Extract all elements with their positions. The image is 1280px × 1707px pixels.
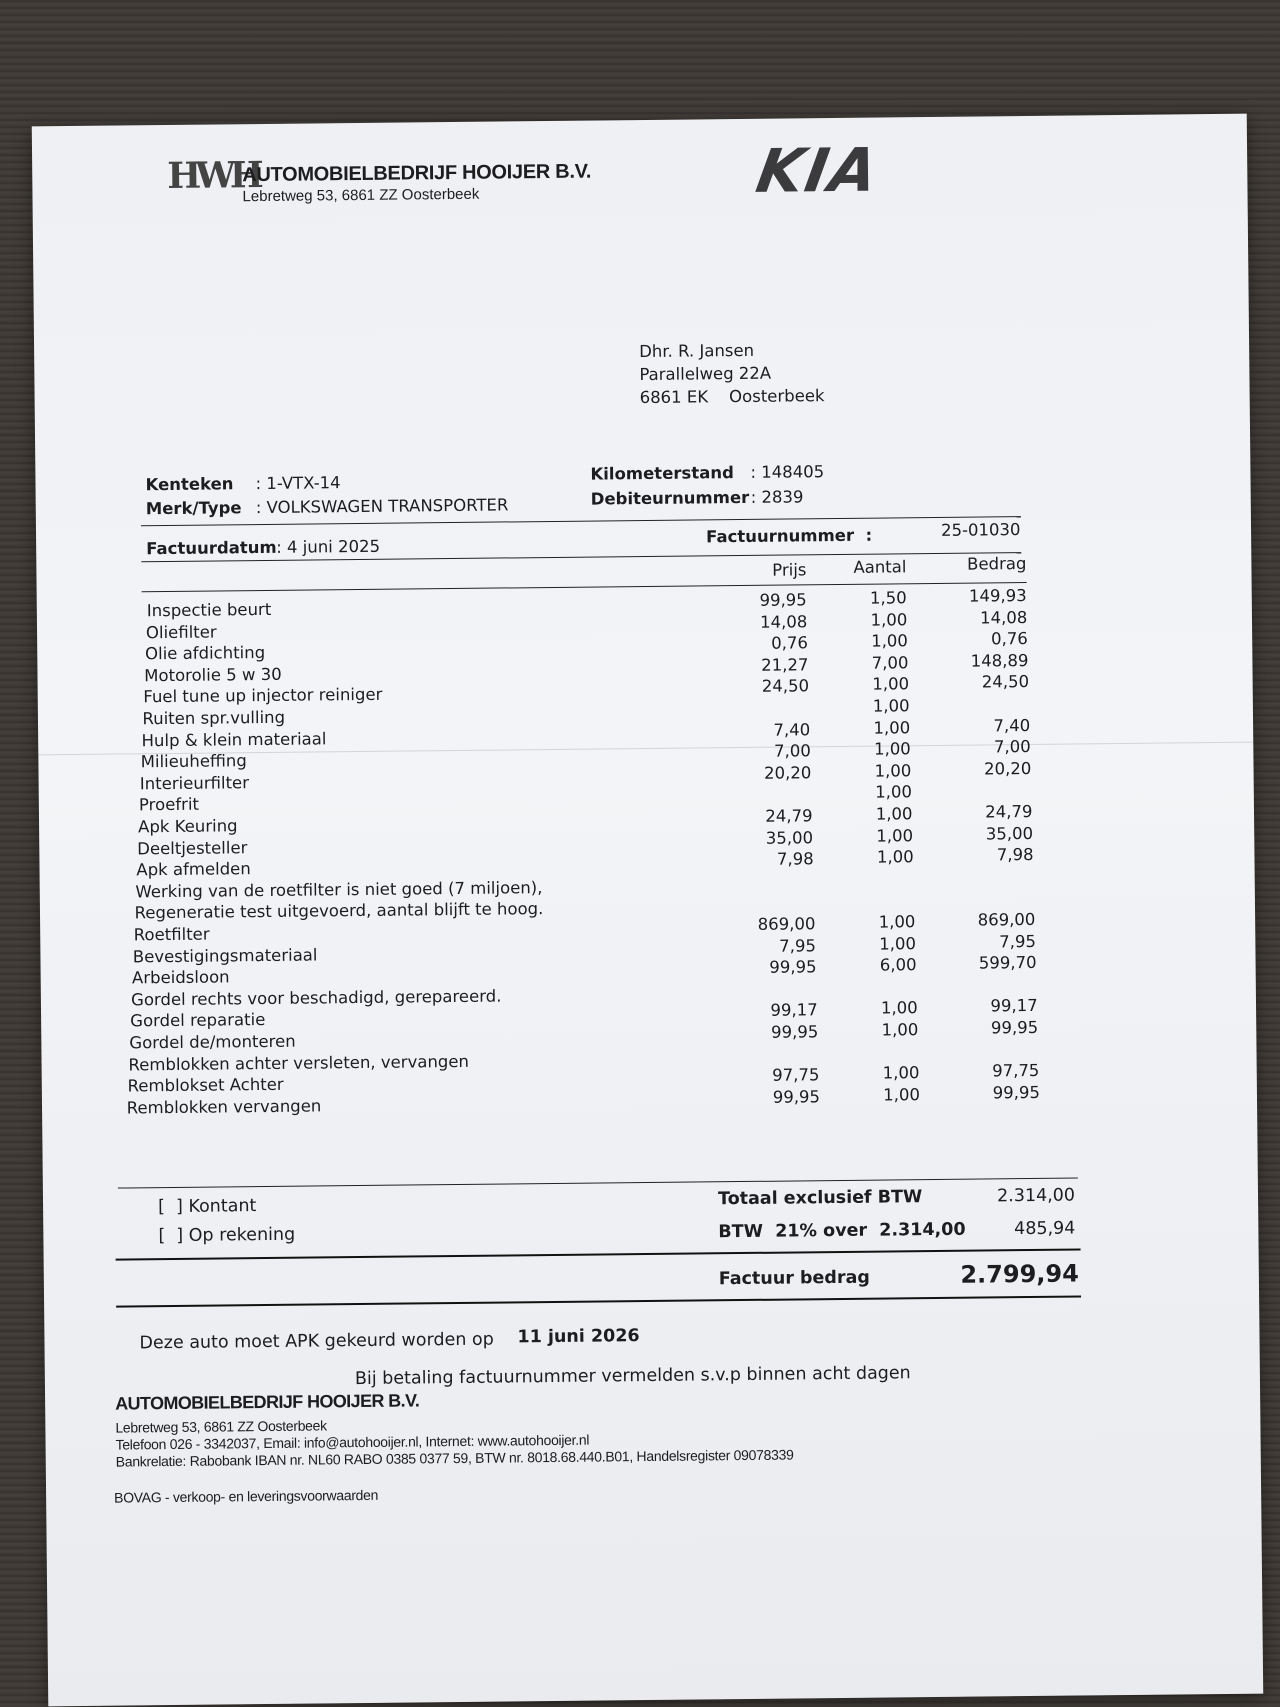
line-aantal: 1,00 [874,761,912,781]
line-description: Bevestigingsmateriaal [132,945,318,966]
line-aantal: 1,00 [873,717,911,738]
footer-company: AUTOMOBIELBEDRIJF HOOIJER B.V. [115,1390,420,1414]
betaling-notice: Bij betaling factuurnummer vermelden s.v.p binnen acht dagen [354,1363,911,1390]
line-description: Remblokset Achter [127,1075,284,1096]
footer-contact: Telefoon 026 - 3342037, Email: info@autohooijer.nl, Internet: www.autohooijer.nl [115,1431,590,1453]
line-bedrag [937,780,1032,781]
line-prijs [732,785,812,786]
line-description: Proefrit [138,795,200,815]
line-bedrag: 7,98 [996,845,1034,865]
line-bedrag: 599,70 [978,953,1037,973]
line-bedrag [939,867,1034,868]
line-description: Interieurfilter [139,772,250,794]
line-aantal [834,869,914,870]
footer-bovag: BOVAG - verkoop- en leveringsvoorwaarden [114,1486,379,1506]
line-aantal: 1,00 [872,696,910,716]
footer-address: Lebretweg 53, 6861 ZZ Oosterbeek [115,1417,327,1436]
factuur-bedrag-label: Factuur bedrag [718,1267,870,1290]
line-prijs: 99,95 [759,590,807,610]
footer-bank: Bankrelatie: Rabobank IBAN nr. NL60 RABO 0385 0377 59, BTW nr. 8018.68.440.B01, Handelsregister 09078339 [115,1446,794,1470]
line-description: Olie afdichting [144,643,266,664]
line-bedrag: 24,79 [985,801,1033,822]
line-bedrag [944,1040,1039,1041]
line-prijs: 20,20 [764,763,812,783]
line-bedrag: 99,95 [992,1082,1041,1103]
line-description: Werking van de roetfilter is niet goed (7 miljoen), [135,877,543,902]
payment-kontant: [ ] Kontant [157,1196,257,1218]
debiteurnummer-value: : 2839 [750,487,804,507]
recipient-street: Parallelweg 22A [639,363,772,385]
line-prijs: 0,76 [771,633,808,653]
divider-bottom [116,1295,1081,1307]
line-prijs [735,893,815,894]
line-description: Gordel reparatie [130,1010,266,1031]
company-address: Lebretweg 53, 6861 ZZ Oosterbeek [242,185,480,206]
line-description: Gordel rechts voor beschadigd, gerepareerd. [130,986,502,1010]
kilometerstand-label: Kilometerstand [590,463,734,484]
line-description: Remblokken vervangen [126,1096,322,1118]
line-bedrag [940,888,1035,889]
line-aantal: 1,00 [876,825,914,846]
divider-top [141,516,1021,526]
line-aantal: 1,00 [882,1063,920,1083]
recipient-city: 6861 EK Oosterbeek [639,386,825,408]
factuur-bedrag-value: 2.799,94 [960,1259,1079,1289]
line-prijs: 7,40 [773,719,811,740]
line-prijs [737,979,817,980]
kilometerstand-value: : 148405 [750,462,825,482]
company-name: AUTOMOBIELBEDRIJF HOOIJER B.V. [242,160,592,187]
line-description: Inspectie beurt [146,599,272,621]
line-prijs: 24,50 [761,676,810,697]
factuurnummer-value: 25-01030 [940,520,1021,540]
line-description: Apk afmelden [136,859,251,880]
column-header-prijs: Prijs [772,560,807,580]
recipient-name: Dhr. R. Jansen [639,340,755,362]
kenteken-value: : 1-VTX-14 [255,473,341,494]
line-aantal [839,1042,919,1043]
line-aantal: 7,00 [871,653,909,673]
line-prijs [734,871,814,872]
line-prijs [730,698,810,699]
kenteken-label: Kenteken [145,474,234,495]
line-prijs: 99,95 [770,1022,819,1042]
line-aantal: 1,00 [878,912,916,932]
totaal-excl-btw-label: Totaal exclusief BTW [717,1187,923,1210]
factuurdatum-value: : 4 juni 2025 [276,536,381,557]
line-bedrag: 24,50 [981,672,1030,692]
line-aantal: 1,00 [880,998,918,1018]
line-bedrag [942,975,1037,976]
line-description: Regeneratie test uitgevoerd, aantal blijft te hoog. [134,899,544,923]
line-description: Gordel de/monteren [129,1031,296,1053]
line-aantal: 1,00 [872,674,910,695]
line-aantal: 1,00 [879,933,917,954]
divider-factuur [116,1248,1081,1260]
line-bedrag: 35,00 [985,823,1034,844]
line-description: Oliefilter [145,622,217,642]
line-prijs: 869,00 [757,914,816,934]
line-prijs: 7,95 [779,935,817,956]
line-aantal: 1,00 [870,609,908,630]
apk-date: 11 juni 2026 [517,1326,640,1348]
merk-type-label: Merk/Type [145,498,242,519]
line-bedrag: 7,00 [993,737,1031,757]
apk-text: Deze auto moet APK gekeurd worden op [139,1329,494,1354]
line-description: Deeltjesteller [137,837,248,858]
line-description: Hulp & klein materiaal [141,728,327,750]
line-description: Apk Keuring [138,816,238,837]
line-bedrag: 99,17 [990,996,1038,1016]
debiteurnummer-label: Debiteurnummer [590,487,750,509]
payment-op-rekening: [ ] Op rekening [158,1224,296,1247]
line-aantal: 1,00 [876,847,914,867]
line-bedrag: 148,89 [970,650,1029,671]
line-bedrag: 97,75 [992,1061,1040,1081]
line-aantal: 1,00 [871,631,908,651]
line-prijs: 21,27 [761,655,809,675]
btw-label: BTW 21% over 2.314,00 [718,1219,966,1243]
line-prijs: 14,08 [759,611,808,632]
line-aantal [837,977,917,978]
line-description: Fuel tune up injector reiniger [143,685,383,707]
line-description: Motorolie 5 w 30 [144,664,282,686]
line-prijs: 99,17 [770,1000,818,1021]
line-prijs: 35,00 [765,827,814,848]
line-bedrag: 869,00 [977,909,1036,930]
line-aantal: 1,00 [873,739,911,759]
line-aantal: 1,00 [875,804,913,824]
line-bedrag: 0,76 [991,629,1028,649]
line-bedrag: 20,20 [983,758,1032,779]
line-bedrag [935,694,1030,695]
totaal-excl-btw-value: 2.314,00 [996,1185,1076,1207]
line-prijs: 24,79 [765,806,813,826]
line-description: Remblokken achter versleten, vervangen [128,1051,470,1075]
line-bedrag: 7,40 [993,715,1031,735]
line-aantal [835,891,915,892]
company-monogram-logo: HWH [167,154,258,197]
line-bedrag: 14,08 [979,607,1028,628]
line-description: Arbeidsloon [131,967,230,988]
line-aantal: 1,00 [881,1020,919,1040]
line-bedrag: 99,95 [990,1017,1039,1038]
line-prijs: 99,95 [772,1087,821,1107]
btw-value: 485,94 [1014,1218,1076,1240]
line-prijs: 97,75 [772,1065,820,1085]
line-description: Roetfilter [133,924,210,945]
column-header-aantal: Aantal [853,557,907,577]
factuurnummer-label: Factuurnummer : [705,525,873,547]
line-bedrag: 7,95 [999,931,1037,951]
divider-totals [118,1178,1078,1189]
kia-logo: KIA [751,135,885,207]
merk-type-value: : VOLKSWAGEN TRANSPORTER [255,495,509,518]
line-aantal: 1,00 [875,782,913,802]
factuurdatum-label: Factuurdatum [146,537,277,559]
column-header-bedrag: Bedrag [966,554,1027,574]
line-description: Ruiten spr.vulling [142,707,286,729]
line-description: Milieuheffing [140,751,247,772]
line-prijs: 7,00 [773,741,811,761]
invoice-paper [32,114,1263,1707]
line-bedrag: 149,93 [968,586,1027,606]
line-prijs: 7,98 [776,849,814,869]
line-aantal: 6,00 [879,955,917,975]
line-aantal: 1,50 [869,588,907,608]
line-prijs: 99,95 [769,957,817,977]
line-prijs [739,1044,819,1045]
line-aantal: 1,00 [883,1084,921,1105]
